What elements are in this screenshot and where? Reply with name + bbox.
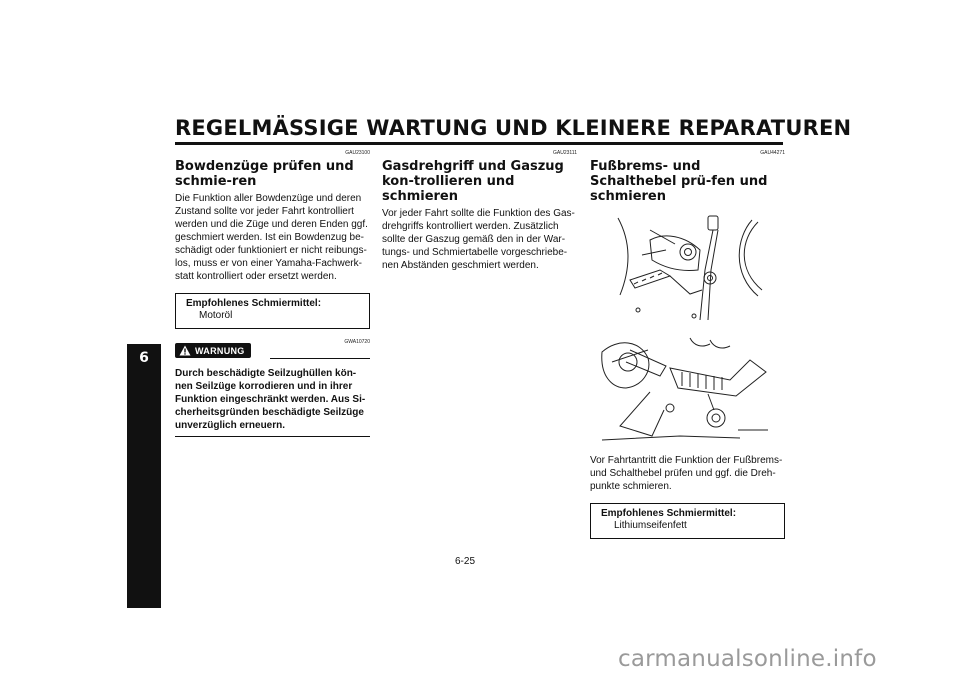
section-levers (590, 150, 785, 539)
page-number: 6-25 (455, 556, 476, 567)
lubricant-box (175, 293, 370, 329)
section-code: GAU44271 (760, 150, 785, 156)
lubricant-box (590, 503, 785, 539)
section-body: Vor Fahrtantritt die Funktion der Fußbrems- und Schalthebel prüfen und ggf. die Dreh-punkte schmieren. (590, 455, 783, 492)
warning-label: WARNUNG (195, 345, 245, 356)
title-rule (175, 142, 783, 145)
page-title: REGELMÄSSIGE WARTUNG UND KLEINERE REPARATUREN (175, 116, 852, 140)
warning-badge (175, 343, 251, 358)
shift-lever-illustration (590, 332, 780, 448)
lubricant-label: Empfohlenes Schmiermittel: (186, 298, 322, 309)
warning-triangle-icon (179, 345, 191, 356)
watermark: carmanualsonline.info (618, 646, 877, 672)
lubricant-value: Motoröl (199, 310, 233, 321)
section-throttle (382, 150, 577, 272)
section-body: Die Funktion aller Bowdenzüge und deren Zustand sollte vor jeder Fahrt kontrolliert werden und die Züge und deren Enden ggf. geschmiert werden. Ist ein Bowdenzug be-schädigt oder funktioniert er nicht reibungs-los, muss er von einer Yamaha-Fachwerk-statt kontrolliert oder ersetzt werden. (175, 193, 368, 282)
page-header (175, 116, 852, 140)
section-heading: Fußbrems- und Schalthebel prü-fen und schmieren (590, 159, 768, 204)
chapter-tab (127, 344, 161, 608)
lubricant-value: Lithiumseifenfett (614, 520, 687, 531)
warning-rule (270, 358, 370, 359)
lubricant-label: Empfohlenes Schmiermittel: (601, 508, 737, 519)
section-code: GAU23111 (553, 150, 577, 156)
section-body: Vor jeder Fahrt sollte die Funktion des Gas-drehgriffs kontrolliert werden. Zusätzlich sollte der Gaszug gemäß den in der War-tungs- und Schmiertabelle vorgeschriebe-nen Abständen geschmiert werden. (382, 208, 575, 271)
section-cables (175, 150, 370, 437)
chapter-number: 6 (139, 350, 149, 366)
warning-header (175, 339, 370, 361)
section-code: GAU23100 (345, 150, 370, 156)
warning-code: GWA10720 (344, 339, 370, 345)
warning-text: Durch beschädigte Seilzughüllen kön-nen Seilzüge korrodieren und in ihrer Funktion eingeschränkt werden. Aus Si-cherheitsgründen beschädigte Seilzüge unverzüglich erneuern. (175, 368, 366, 431)
section-heading: Bowdenzüge prüfen und schmie-ren (175, 159, 354, 189)
brake-pedal-illustration (590, 210, 780, 330)
warning-bottom-rule (175, 436, 370, 437)
section-heading: Gasdrehgriff und Gaszug kon-trollieren und schmieren (382, 159, 564, 204)
